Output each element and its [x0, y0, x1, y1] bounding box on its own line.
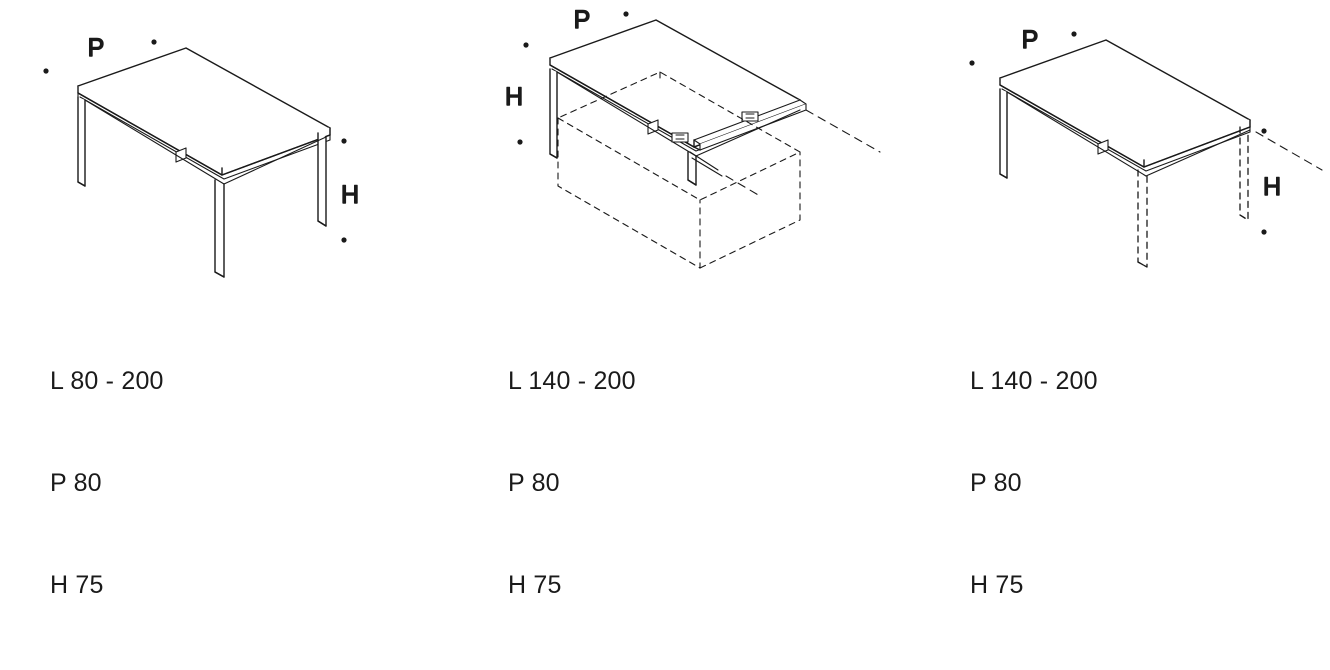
caption-length: L 140 - 200 [508, 367, 636, 395]
caption-figure-1 [50, 296, 164, 670]
dim-dot [623, 11, 628, 16]
dim-dot [523, 42, 528, 47]
caption-height: H 75 [508, 571, 562, 599]
caption-length: L 140 - 200 [970, 367, 1098, 395]
dim-dot [43, 68, 48, 73]
table-extension-drawing [460, 0, 910, 290]
dim-dot [969, 60, 974, 65]
label-height-h: H [340, 181, 360, 209]
label-depth-p: P [87, 34, 105, 62]
caption-height: H 75 [50, 571, 104, 599]
caption-depth: P 80 [508, 469, 560, 497]
label-depth-p: P [1021, 26, 1039, 54]
figure-closed-table [0, 0, 440, 290]
caption-length: L 80 - 200 [50, 367, 164, 395]
dim-dot [1261, 128, 1266, 133]
label-height-h: H [504, 83, 524, 111]
table-top [1000, 40, 1250, 171]
dim-dot [517, 139, 522, 144]
caption-depth: P 80 [50, 469, 102, 497]
dim-dot [1071, 31, 1076, 36]
caption-figure-2 [508, 296, 636, 670]
label-depth-p: P [573, 6, 591, 34]
dim-dot [341, 138, 346, 143]
figure-extended-table [920, 0, 1330, 290]
direction-dashed-line [1256, 132, 1322, 170]
label-height-h: H [1262, 173, 1282, 201]
caption-height: H 75 [970, 571, 1024, 599]
table-top [78, 48, 330, 179]
caption-depth: P 80 [970, 469, 1022, 497]
table-top [550, 20, 800, 151]
table-closed-drawing [0, 0, 440, 290]
table-extended-drawing [920, 0, 1330, 290]
dim-dot [1261, 229, 1266, 234]
dim-dot [151, 39, 156, 44]
dim-dot [341, 237, 346, 242]
figure-extension-panel [460, 0, 910, 290]
caption-figure-3 [970, 296, 1098, 670]
